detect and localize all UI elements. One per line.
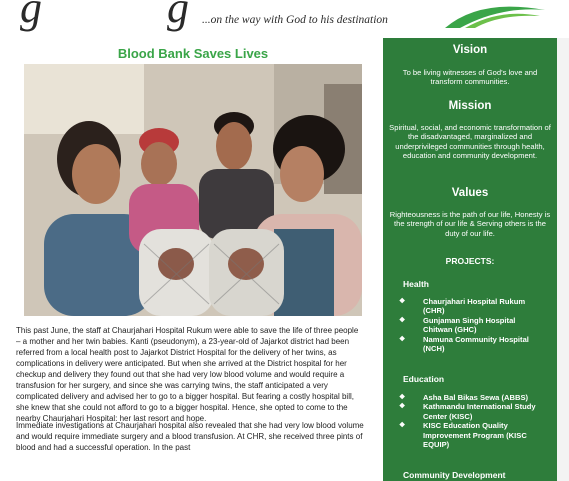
projects-heading: PROJECTS:	[445, 256, 495, 266]
category-health-heading: Health	[403, 279, 429, 289]
list-item: ❖ Kathmandu International Study Center (KISC)	[399, 402, 536, 421]
mission-text: Spiritual, social, and economic transformation of the disadvantaged, marginalized and underprivileged communities through health, education and community development.	[389, 123, 551, 161]
category-education-heading: Education	[403, 374, 445, 384]
category-community-development-heading: Community Development	[403, 470, 506, 480]
list-item: ❖ Chaurjahari Hospital Rukum (CHR)	[399, 297, 526, 316]
masthead	[0, 0, 569, 38]
masthead-title-fragment: g g	[20, 0, 195, 32]
diamond-bullet-icon: ❖	[399, 298, 406, 305]
list-item: ❖ KISC Education Quality Improvement Program (KISC EQUIP)	[399, 421, 527, 450]
diamond-bullet-icon: ❖	[399, 394, 406, 401]
education-projects-list	[397, 393, 547, 449]
list-item: ❖ Asha Bal Bikas Sewa (ABBS)	[399, 393, 529, 402]
vision-heading: Vision	[452, 44, 488, 56]
leaf-logo-icon	[440, 0, 550, 30]
diamond-bullet-icon: ❖	[399, 316, 406, 324]
diamond-bullet-icon: ❖	[399, 335, 406, 343]
article-paragraph-2: Immediate investigations at Chaurjahari hospital also revealed that she had very low blood volume and would require immediate surgery and a blood transfusion. At CHR, she received three pints of blood and had a successful operation. In the past	[16, 421, 364, 452]
list-item: ❖ Gunjaman Singh Hospital Chitwan (GHC)	[399, 315, 516, 335]
masthead-tagline: ...on the way with God to his destination	[202, 14, 388, 26]
mission-heading: Mission	[448, 100, 492, 112]
diamond-bullet-icon: ❖	[399, 403, 406, 411]
page-edge	[557, 38, 569, 481]
values-text: Righteousness is the path of our life, Honesty is the strength of our life & Serving others is the duty of our life.	[389, 210, 551, 238]
mission-sidebar	[383, 38, 557, 481]
hospital-staff-with-twins-photo	[24, 64, 362, 316]
health-projects-list	[397, 297, 547, 353]
article-photo	[24, 64, 362, 316]
article-title: Blood Bank Saves Lives	[117, 46, 269, 61]
article-paragraph-1: This past June, the staff at Chaurjahari Hospital Rukum were able to save the life of three people – a mother and her twin babies. Kanti (pseudonym), a 23-year-old of Jajarkot district had been referred from a local health post to Jajarkot District Hospital for the delivery of her twins, as complications in delivery were anticipated. But when she arrived at the District hospital for her checkup and delivery they found out that she had very low blood volume and would require a transfusion for her surgery, and since she was carrying twins, the staff anticipated a very complicated delivery and advised her to go to a bigger hospital. But fearing a costly hospital bill, she knew that she could not afford to go to a bigger hospital. Hence, she opted to come to the nearby Chaurjahari Hospital: her last resort and hope.	[16, 326, 359, 423]
values-heading: Values	[451, 187, 489, 199]
diamond-bullet-icon: ❖	[399, 422, 406, 430]
article-column	[0, 38, 380, 481]
vision-text: To be living witnesses of God's love and transform communities.	[402, 68, 538, 87]
list-item: ❖ Namuna Community Hospital (NCH)	[399, 334, 529, 354]
